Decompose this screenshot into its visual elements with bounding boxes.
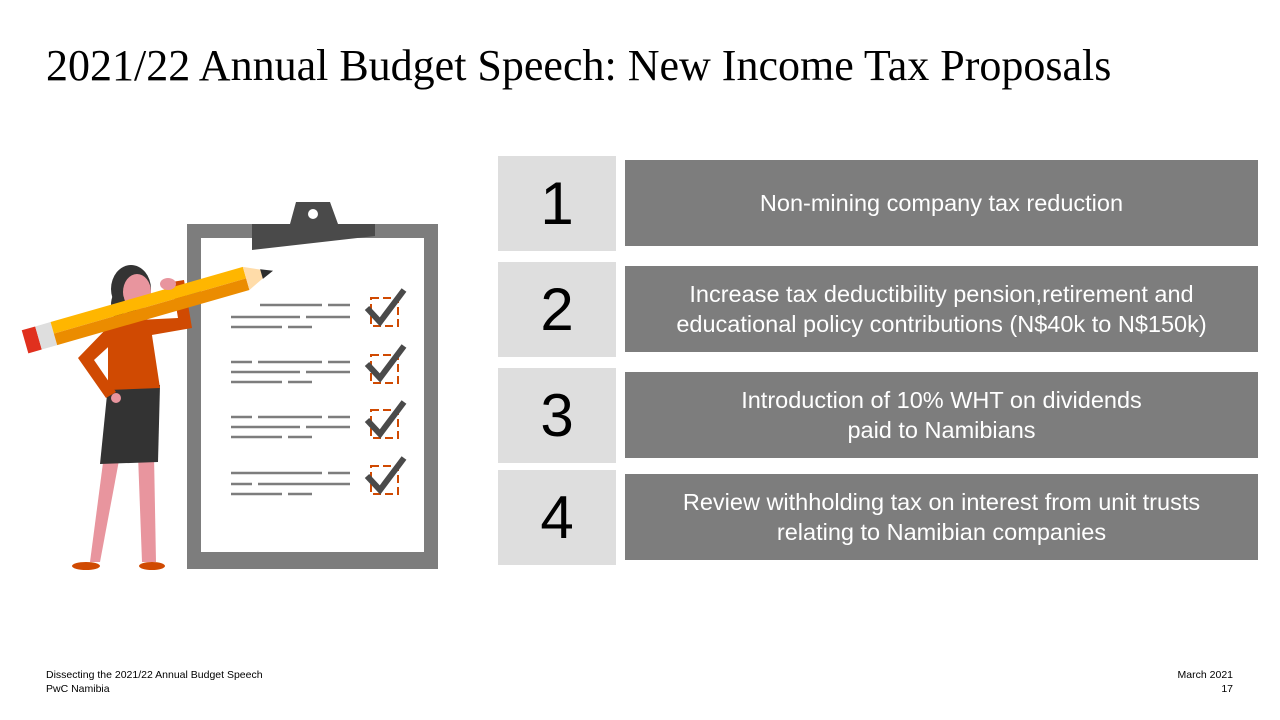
footer-document-title: Dissecting the 2021/22 Annual Budget Speech bbox=[46, 669, 263, 681]
proposal-text-box: Increase tax deductibility pension,retirement and educational policy contributions (N$40k to N$150k) bbox=[625, 266, 1258, 352]
proposal-number-box: 1 bbox=[498, 156, 616, 251]
slide-title: 2021/22 Annual Budget Speech: New Income Tax Proposals bbox=[46, 41, 1112, 90]
proposal-text-box: Non-mining company tax reduction bbox=[625, 160, 1258, 246]
proposal-number-box: 4 bbox=[498, 470, 616, 565]
footer-right bbox=[1178, 668, 1233, 696]
proposal-number-box: 2 bbox=[498, 262, 616, 357]
footer-date: March 2021 bbox=[1177, 669, 1233, 681]
page-number: 17 bbox=[1221, 683, 1233, 695]
woman-with-pencil-and-checklist-illustration bbox=[0, 190, 460, 580]
proposal-text-box: Review withholding tax on interest from unit trusts relating to Namibian companies bbox=[625, 474, 1258, 560]
footer-company: PwC Namibia bbox=[46, 683, 110, 695]
footer-left bbox=[46, 668, 263, 696]
proposal-number-box: 3 bbox=[498, 368, 616, 463]
proposal-text-box: Introduction of 10% WHT on dividends paid to Namibians bbox=[625, 372, 1258, 458]
